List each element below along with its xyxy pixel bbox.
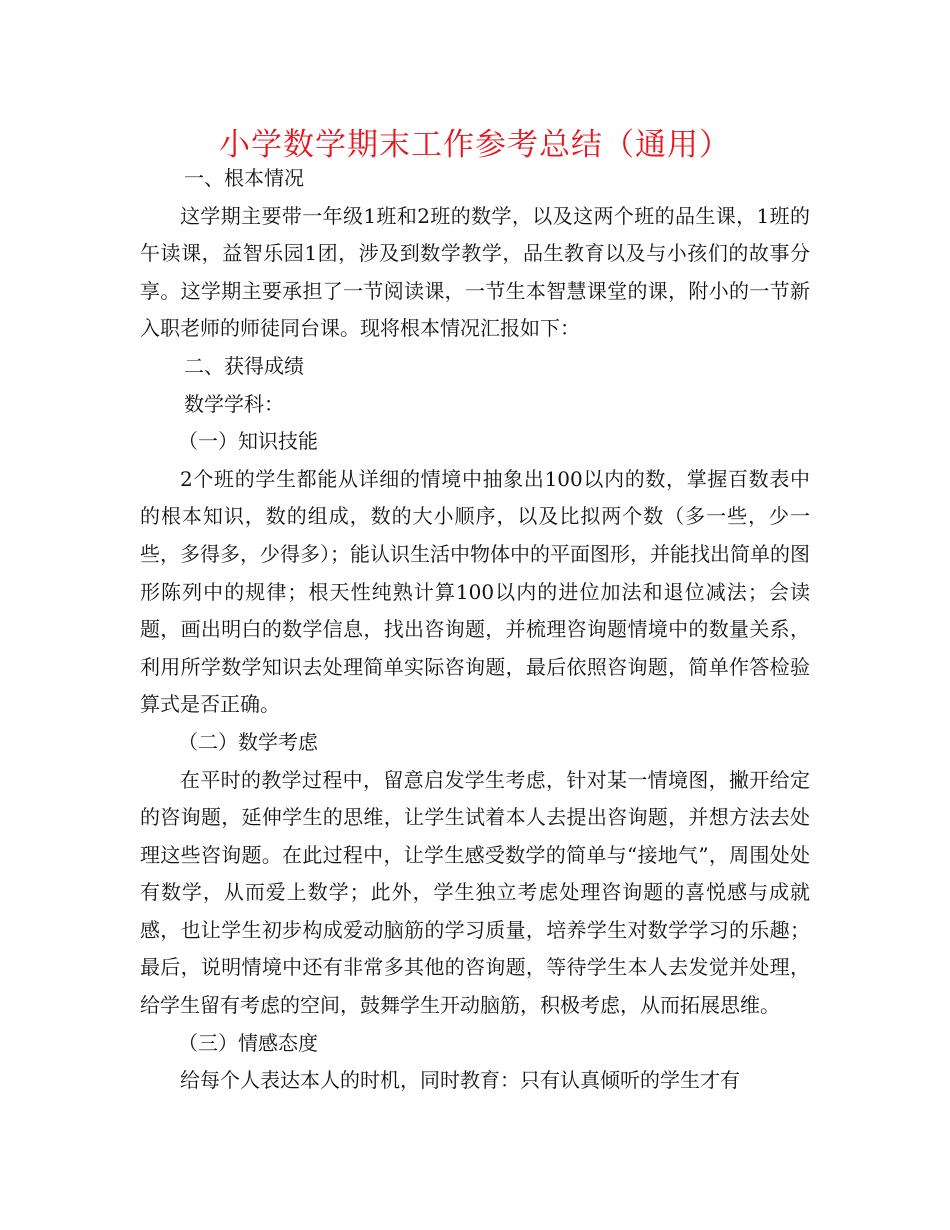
section-heading-achievements: 二、获得成绩	[184, 353, 304, 378]
paragraph-math-thinking: 在平时的教学过程中，留意启发学生考虑，针对某一情境图，撇开给定的咨询题，延伸学生的思维，让学生试着本人去提出咨询题，并想方法去处理这些咨询题。在此过程中，让学生感受数学的简单与“接地气”，周围处处有数学，从而爱上数学；此外，学生独立考虑处理咨询题的喜悦感与成就感，也让学生初步构成爱动脑筋的学习质量，培养学生对数学学习的乐趣；最后，说明情境中还有非常多其他的咨询题，等待学生本人去发觉并处理，给学生留有考虑的空间，鼓舞学生开动脑筋，积极考虑，从而拓展思维。	[140, 767, 810, 1018]
document-body	[140, 160, 810, 1100]
section-heading-basic-situation: 一、根本情况	[184, 166, 304, 190]
paragraph-basic-situation: 这学期主要带一年级1班和2班的数学，以及这两个班的品生课，1班的午读课，益智乐园1团，涉及到数学教学，品生教育以及与小孩们的故事分享。这学期主要承担了一节阅读课，一节生本智慧课堂的课，附小的一节新入职老师的师徒同台课。现将根本情况汇报如下：	[140, 203, 810, 341]
subsection-heading-math-thinking: （二）数学考虑	[178, 729, 318, 754]
paragraph-knowledge-skills: 2个班的学生都能从详细的情境中抽象出100以内的数，掌握百数表中的根本知识，数的组成，数的大小顺序，以及比拟两个数（多一些，少一些，多得多，少得多）；能认识生活中物体中的平面图形，并能找出简单的图形陈列中的规律；根天性纯熟计算100以内的进位加法和退位减法；会读题，画出明白的数学信息，找出咨询题，并梳理咨询题情境中的数量关系，利用所学数学知识去处理简单实际咨询题，最后依照咨询题，简单作答检验算式是否正确。	[140, 466, 810, 717]
paragraph-emotional-attitude: 给每个人表达本人的时机，同时教育：只有认真倾听的学生才有	[180, 1068, 740, 1093]
subsection-heading-knowledge-skills: （一）知识技能	[178, 429, 318, 454]
subject-label-math: 数学学科：	[184, 391, 284, 416]
document-title: 小学数学期末工作参考总结（通用）	[219, 127, 731, 163]
subsection-heading-emotional-attitude: （三）情感态度	[178, 1030, 318, 1055]
